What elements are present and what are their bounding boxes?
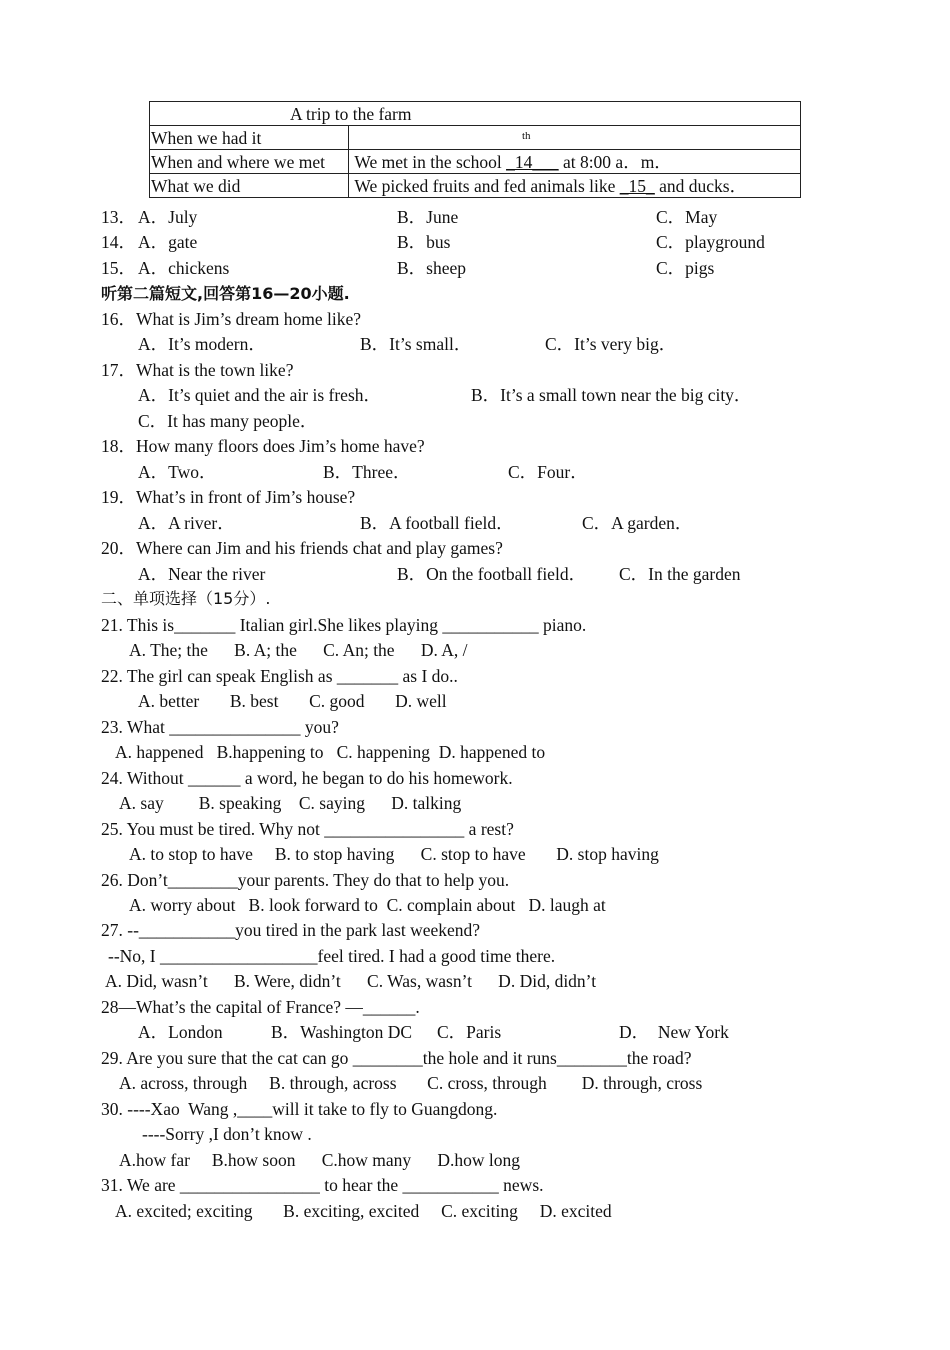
q14-option-c: C．playground: [656, 232, 765, 252]
q26-options: A. worry about B. look forward to C. complain about D. laugh at: [129, 895, 606, 915]
q17-option-b: B．It’s a small town near the big city．: [471, 385, 752, 405]
row-label: When we had it: [150, 126, 349, 150]
q16-option-c: C．It’s very big．: [545, 334, 677, 354]
q14-option-a: A．gate: [138, 232, 198, 252]
question-30: 30. ----Xao Wang ,____will it take to fly to Guangdong.: [101, 1099, 498, 1119]
q27-options: A. Did, wasn’t B. Were, didn’t C. Was, wasn’t D. Did, didn’t: [105, 971, 597, 991]
q18-option-b: B．Three．: [323, 462, 411, 482]
row-value: [349, 150, 801, 174]
question-18: 18．How many floors does Jim’s home have?: [101, 436, 425, 456]
q17-option-c: C．It has many people．: [138, 411, 318, 431]
question-15-number: 15．: [101, 258, 136, 278]
question-13-number: 13．: [101, 207, 136, 227]
question-29: 29. Are you sure that the cat can go ________the hole and it runs________the road?: [101, 1048, 692, 1068]
table-title: A trip to the farm: [150, 102, 801, 126]
q13-option-c: C．May: [656, 207, 718, 227]
blank-15: _15_: [619, 175, 655, 196]
trip-table: [149, 101, 801, 198]
q25-options: A. to stop to have B. to stop having C. stop to have D. stop having: [129, 844, 659, 864]
blank-14: _14___: [506, 151, 559, 172]
question-14-number: 14．: [101, 232, 136, 252]
q29-options: A. across, through B. through, across C. cross, through D. through, cross: [119, 1073, 703, 1093]
q17-option-a: A．It’s quiet and the air is fresh．: [138, 385, 382, 405]
question-17: 17．What is the town like?: [101, 360, 294, 380]
q19-option-a: A．A river．: [138, 513, 235, 533]
question-27-reply: --No, I __________________feel tired. I had a good time there.: [108, 946, 556, 966]
q20-option-a: A．Near the river: [138, 564, 266, 584]
q19-option-c: C．A garden．: [582, 513, 693, 533]
q21-options: A. The; the B. A; the C. An; the D. A, /: [129, 640, 468, 660]
question-19: 19．What’s in front of Jim’s house?: [101, 487, 356, 507]
q16-option-a: A．It’s modern．: [138, 334, 266, 354]
q15-option-a: A．chickens: [138, 258, 230, 278]
table-row: [150, 174, 801, 198]
question-31: 31. We are ________________ to hear the ___________ news.: [101, 1175, 544, 1195]
question-28: 28—What’s the capital of France? —______.: [101, 997, 420, 1017]
q20-option-c: C．In the garden: [619, 564, 741, 584]
question-26: 26. Don’t________your parents. They do that to help you.: [101, 870, 510, 890]
q22-options: A. better B. best C. good D. well: [138, 691, 447, 711]
q24-options: A. say B. speaking C. saying D. talking: [119, 793, 462, 813]
q30-options: A.how far B.how soon C.how many D.how long: [119, 1150, 521, 1170]
section-heading: 二、单项选择（15分）.: [101, 589, 271, 608]
question-30-reply: ----Sorry ,I don’t know .: [142, 1124, 312, 1144]
q13-option-a: A．July: [138, 207, 198, 227]
question-23: 23. What _______________ you?: [101, 717, 339, 737]
q31-options: A. excited; exciting B. exciting, excited C. exciting D. excited: [115, 1201, 612, 1221]
q14-option-b: B．bus: [397, 232, 451, 252]
q23-options: A. happened B.happening to C. happening D. happened to: [115, 742, 546, 762]
row-label: When and where we met: [150, 150, 349, 174]
q16-option-b: B．It’s small．: [360, 334, 472, 354]
value-text: We picked fruits and fed animals like: [354, 175, 620, 196]
value-text: We met in the school: [354, 151, 507, 172]
q18-option-c: C．Four．: [508, 462, 588, 482]
superscript: th: [522, 129, 531, 142]
question-22: 22. The girl can speak English as _______ as I do..: [101, 666, 458, 686]
question-16: 16．What is Jim’s dream home like?: [101, 309, 362, 329]
q18-option-a: A．Two．: [138, 462, 217, 482]
row-value: [349, 126, 801, 150]
value-text: at 8:00 a．m．: [558, 151, 672, 172]
question-21: 21. This is_______ Italian girl.She likes playing ___________ piano.: [101, 615, 587, 635]
q28-option-b: B．Washington DC: [271, 1022, 413, 1042]
q19-option-b: B．A football field．: [360, 513, 514, 533]
q28-option-a: A．London: [138, 1022, 223, 1042]
q15-option-c: C．pigs: [656, 258, 715, 278]
q20-option-b: B．On the football field．: [397, 564, 587, 584]
q28-option-c: C．Paris: [437, 1022, 502, 1042]
table-title-row: [150, 102, 801, 126]
section-intro: 听第二篇短文,回答第16—20小题.: [101, 284, 350, 303]
question-24: 24. Without ______ a word, he began to do his homework.: [101, 768, 513, 788]
q13-option-b: B．June: [397, 207, 459, 227]
table-row: [150, 126, 801, 150]
row-value: [349, 174, 801, 198]
q15-option-b: B．sheep: [397, 258, 467, 278]
table-row: [150, 150, 801, 174]
question-27: 27. --___________you tired in the park last weekend?: [101, 920, 481, 940]
row-label: What we did: [150, 174, 349, 198]
question-20: 20．Where can Jim and his friends chat and play games?: [101, 538, 503, 558]
question-25: 25. You must be tired. Why not ________________ a rest?: [101, 819, 514, 839]
value-text: and ducks．: [654, 175, 748, 196]
q28-option-d: D． New York: [619, 1022, 729, 1042]
